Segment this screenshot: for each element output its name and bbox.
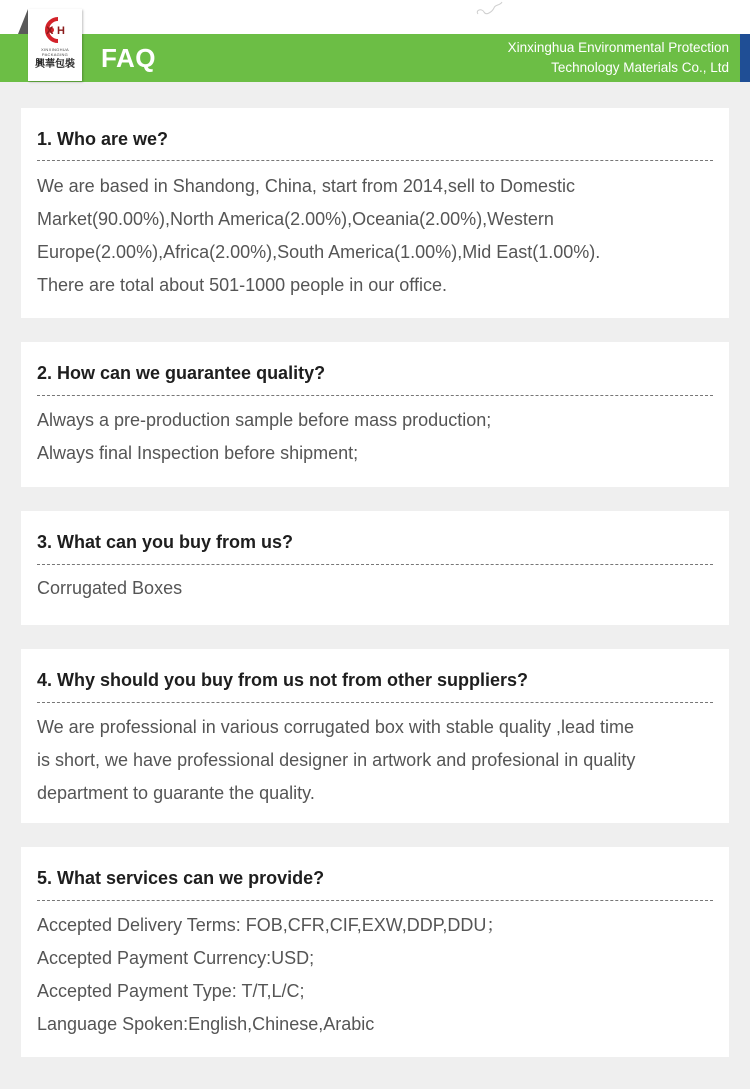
answer-line: Accepted Delivery Terms: FOB,CFR,CIF,EXW,DDP,DDU； <box>37 915 505 935</box>
faq-question: 5. What services can we provide? <box>37 868 325 888</box>
answer-line: Language Spoken:English,Chinese,Arabic <box>37 1014 375 1034</box>
faq-divider <box>37 900 713 901</box>
company-name <box>508 38 729 78</box>
faq-card-2 <box>21 342 729 487</box>
logo-chinese-name: 興華包裝 <box>35 59 75 70</box>
answer-line: We are professional in various corrugated box with stable quality ,lead time <box>37 717 634 737</box>
answer-line: We are based in Shandong, China, start from 2014,sell to Domestic <box>37 176 575 196</box>
faq-question: 1. Who are we? <box>37 129 169 149</box>
faq-answer <box>37 170 717 302</box>
faq-card-1 <box>21 108 729 318</box>
faq-answer <box>37 572 717 605</box>
answer-line: is short, we have professional designer in artwork and profesional in quality <box>37 750 636 770</box>
faq-card-4 <box>21 649 729 823</box>
logo-tab-fold <box>18 9 28 34</box>
company-name-line-1: Xinxinghua Environmental Protection <box>507 40 729 55</box>
faq-answer <box>37 909 717 1041</box>
faq-divider <box>37 564 713 565</box>
faq-card-5 <box>21 847 729 1057</box>
faq-question: 3. What can you buy from us? <box>37 532 294 552</box>
logo-mark-icon <box>36 15 74 45</box>
faq-divider <box>37 395 713 396</box>
answer-line: Always a pre-production sample before mass production; <box>37 410 492 430</box>
top-strip <box>0 0 750 34</box>
faq-divider <box>37 160 713 161</box>
faq-question: 4. Why should you buy from us not from other suppliers? <box>37 670 529 690</box>
answer-line: department to guarante the quality. <box>37 783 315 803</box>
scribble-mark <box>470 0 510 22</box>
answer-line: Accepted Payment Type: T/T,L/C; <box>37 981 305 1001</box>
answer-line: Corrugated Boxes <box>37 578 183 598</box>
faq-divider <box>37 702 713 703</box>
svg-text:H: H <box>57 25 65 37</box>
answer-line: Market(90.00%),North America(2.00%),Oceania(2.00%),Western <box>37 209 554 229</box>
answer-line: Europe(2.00%),Africa(2.00%),South America(1.00%),Mid East(1.00%). <box>37 242 601 262</box>
faq-answer <box>37 404 717 470</box>
company-logo <box>28 9 82 81</box>
svg-text:X: X <box>46 25 54 37</box>
faq-question: 2. How can we guarantee quality? <box>37 363 326 383</box>
company-name-line-2: Technology Materials Co., Ltd <box>551 60 729 75</box>
answer-line: Accepted Payment Currency:USD; <box>37 948 315 968</box>
faq-answer <box>37 711 717 810</box>
page-title: FAQ <box>101 43 156 73</box>
answer-line: Always final Inspection before shipment; <box>37 443 359 463</box>
faq-card-3 <box>21 511 729 625</box>
banner-accent-bar <box>740 34 750 82</box>
answer-line: There are total about 501-1000 people in our office. <box>37 275 447 295</box>
logo-subtitle: XINXINGHUA PACKAGING <box>41 47 69 57</box>
